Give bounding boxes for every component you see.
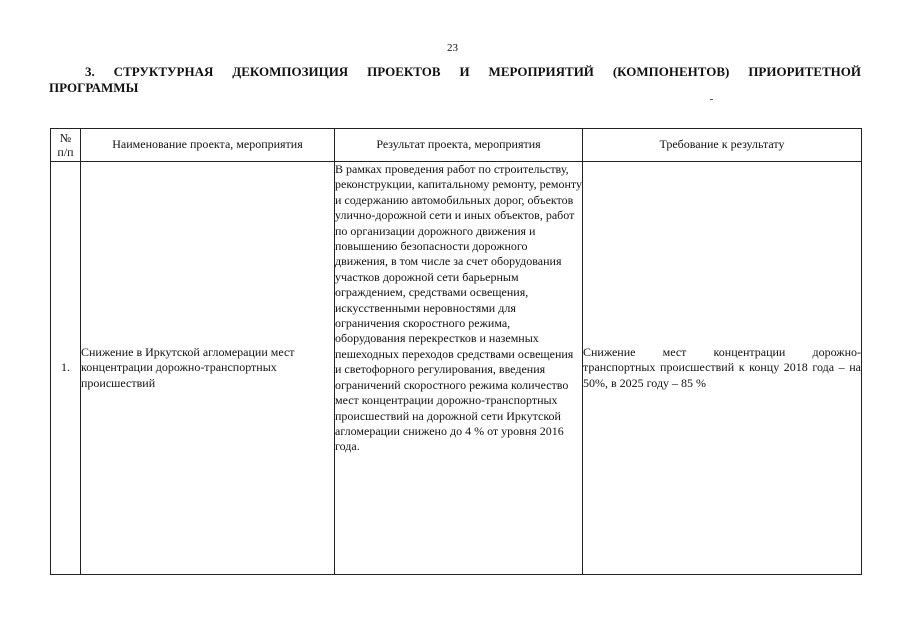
project-result-cell: В рамках проведения работ по строительству, реконструкции, капитальному ремонту, ремонту и содержанию автомобильных дорог, объектов улично-дорожной сети и иных объектов, работ по организации дорожного движения и повышению безопасности дорожного движения, в том числе за счет оборудования участков дорожной сети барьерным ограждением, средствами освещения, искусственными неровностями для ограничения скоростного режима, оборудования перекрестков и наземных пешеходных переходов средствами освещения и светофорного регулирования, введения ограничений скоростного режима количество мест концентрации дорожно-транспортных происшествий на дорожной сети Иркутской агломерации снижено до 4 % от уровня 2016 года. xyxy=(335,162,583,575)
table-header-row xyxy=(51,129,862,162)
column-header-result: Результат проекта, мероприятия xyxy=(335,129,583,162)
row-number-cell: 1. xyxy=(51,162,81,575)
column-header-number xyxy=(51,129,81,162)
section-heading: 3. СТРУКТУРНАЯ ДЕКОМПОЗИЦИЯ ПРОЕКТОВ И МЕРОПРИЯТИЙ (КОМПОНЕНТОВ) ПРИОРИТЕТНОЙ ПРОГРАММЫ xyxy=(49,64,861,95)
column-header-number-line2: п/п xyxy=(57,145,74,159)
decomposition-table xyxy=(50,128,862,575)
project-name-cell: Снижение в Иркутской агломерации мест концентрации дорожно-транспортных происшествий xyxy=(81,162,335,575)
result-requirement-cell: Снижение мест концентрации дорожно-транспортных происшествий к концу 2018 года – на 50%, в 2025 году – 85 % xyxy=(583,162,862,575)
column-header-number-line1: № xyxy=(59,131,72,145)
column-header-name: Наименование проекта, мероприятия xyxy=(81,129,335,162)
table-row xyxy=(51,162,862,575)
scan-artifact xyxy=(710,99,713,100)
column-header-requirement: Требование к результату xyxy=(583,129,862,162)
page-number: 23 xyxy=(447,42,458,54)
